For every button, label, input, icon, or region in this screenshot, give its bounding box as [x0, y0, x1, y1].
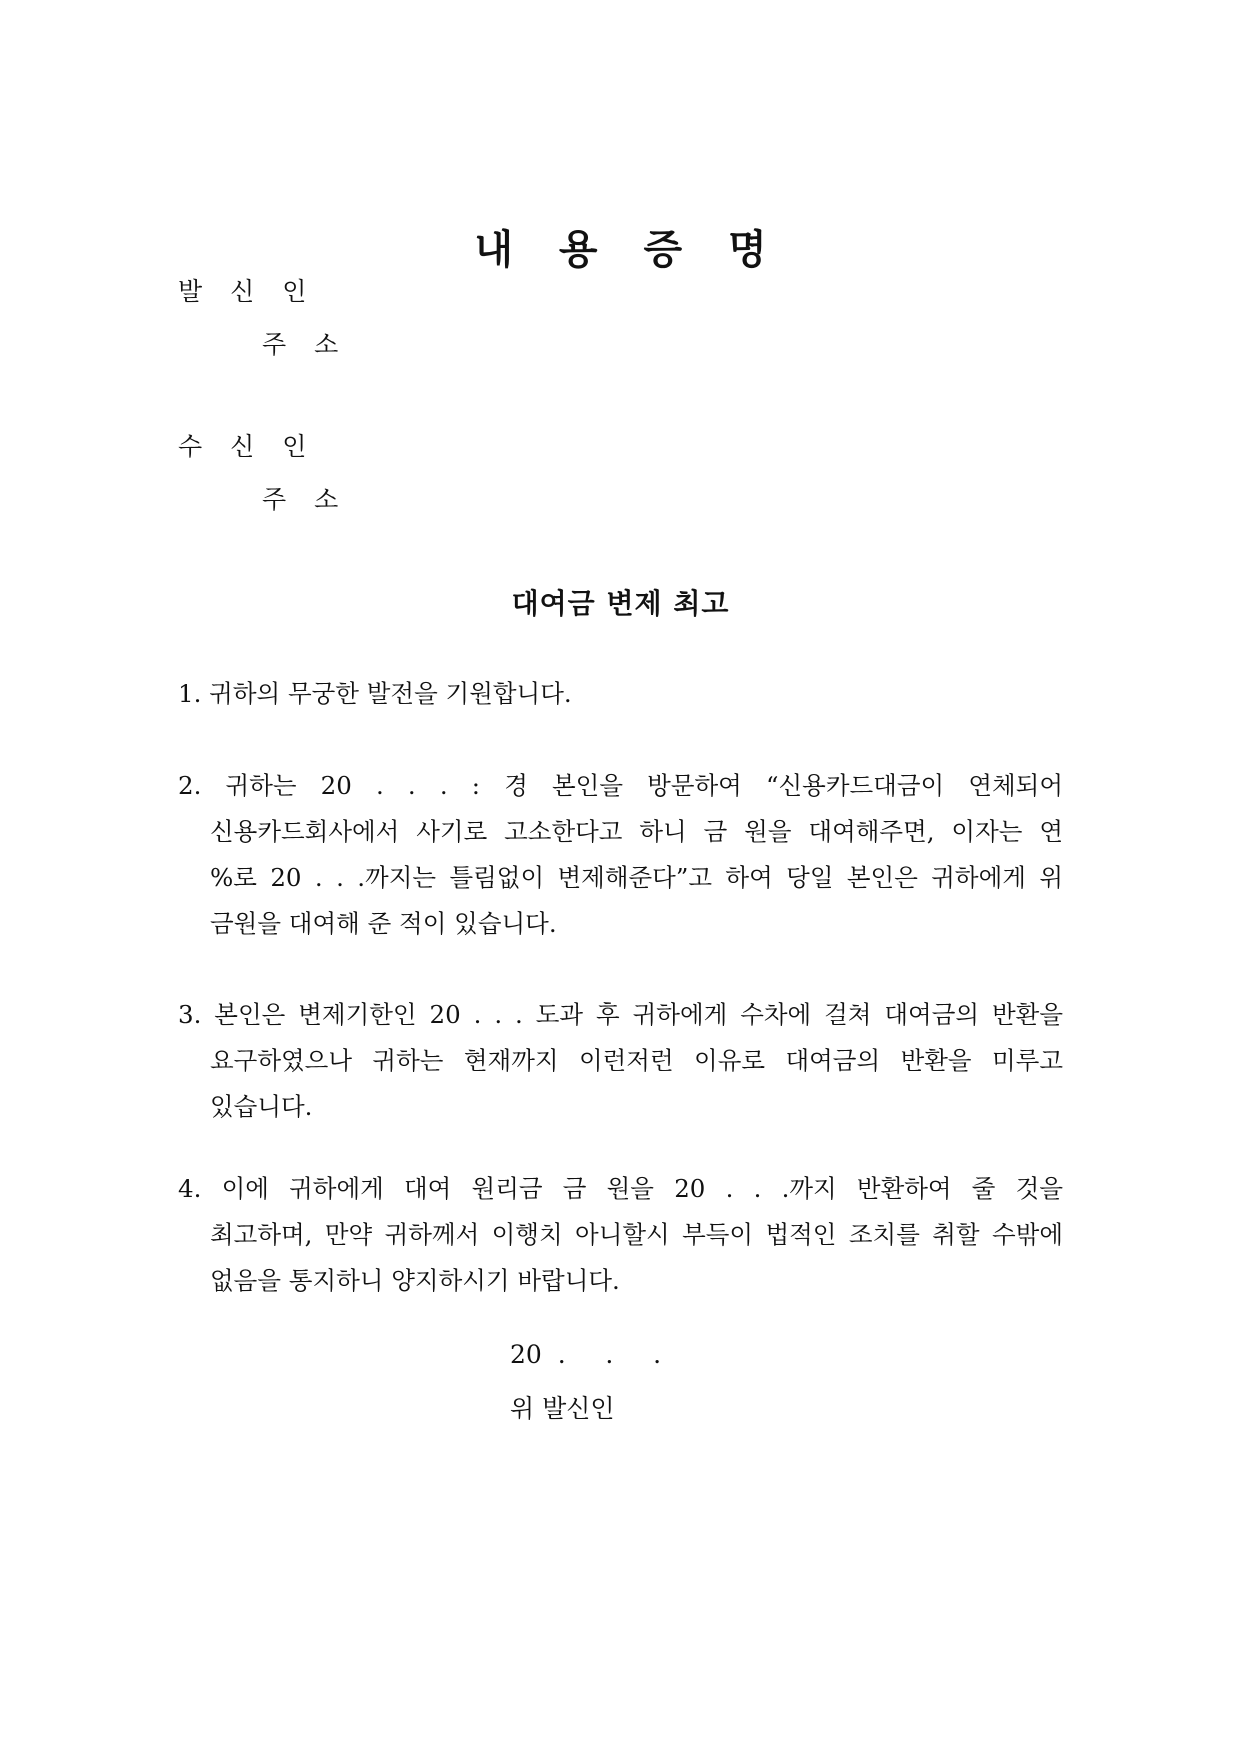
paragraph-3 [178, 992, 1063, 1130]
paragraph-line: 요구하였으나 귀하는 현재까지 이런저런 이유로 대여금의 반환을 미루고 [210, 1046, 1063, 1075]
sender-label: 발 신 인 [178, 277, 317, 306]
paragraph-line: 있습니다. [210, 1092, 313, 1121]
paragraph-2 [178, 763, 1063, 947]
paragraph-4 [178, 1166, 1063, 1304]
paragraph-line: 2. 귀하는 20 . . . : 경 본인을 방문하여 “신용카드대금이 연체되어 [178, 771, 1063, 800]
paragraph-line: 1. 귀하의 무궁한 발전을 기원합니다. [178, 679, 572, 708]
document-date: 20 . . . [510, 1340, 662, 1369]
paragraph-line: 3. 본인은 변제기한인 20 . . . 도과 후 귀하에게 수차에 걸쳐 대여금의 반환을 [178, 1000, 1063, 1029]
paragraph-line: 최고하며, 만약 귀하께서 이행치 아니할시 부득이 법적인 조치를 취할 수밖에 [210, 1220, 1063, 1249]
sender-address-label: 주 소 [262, 330, 349, 359]
recipient-label: 수 신 인 [178, 432, 317, 461]
recipient-address-label: 주 소 [262, 485, 349, 514]
document-subject: 대여금 변제 최고 [511, 587, 730, 620]
paragraph-1 [178, 671, 1063, 717]
paragraph-line: 금원을 대여해 준 적이 있습니다. [210, 909, 557, 938]
signature-line: 위 발신인 [510, 1394, 615, 1423]
paragraph-line: 4. 이에 귀하에게 대여 원리금 금 원을 20 . . .까지 반환하여 줄 것을 [178, 1174, 1063, 1203]
paragraph-line: 신용카드회사에서 사기로 고소한다고 하니 금 원을 대여해주면, 이자는 연 [210, 817, 1063, 846]
paragraph-line: 없음을 통지하니 양지하시기 바랍니다. [210, 1266, 620, 1295]
paragraph-line: %로 20 . . .까지는 틀림없이 변제해준다”고 하여 당일 본인은 귀하에게 위 [210, 863, 1063, 892]
document-title: 내 용 증 명 [474, 226, 783, 273]
